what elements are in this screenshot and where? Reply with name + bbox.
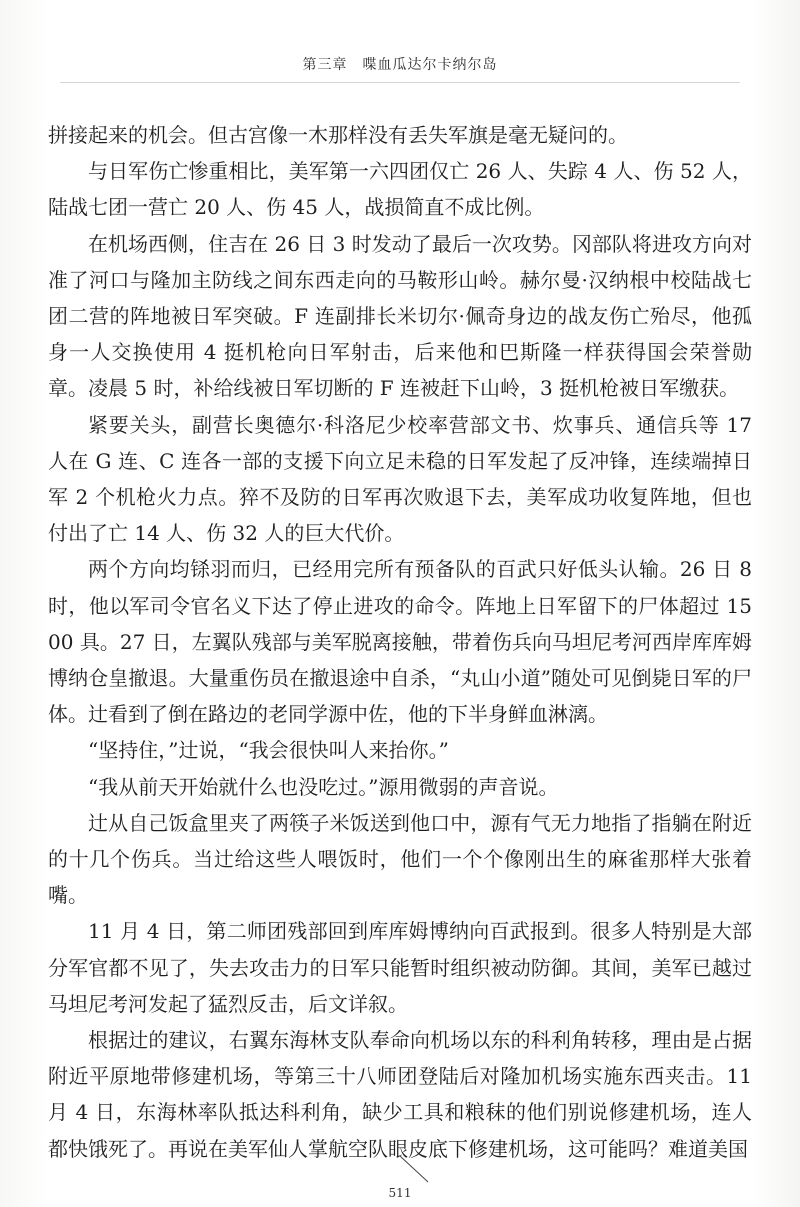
running-header: 第三章 喋血瓜达尔卡纳尔岛 — [302, 57, 498, 73]
paragraph: “坚持住，”辻说，“我会很快叫人来抬你。” — [88, 738, 449, 763]
paragraph: 两个方向均铩羽而归，已经用完所有预备队的百武只好低头认输。26 日 8 时，他以军司令官名义下达了停止进攻的命令。阵地上日军留下的尸体超过 1500 具。27 日，左翼队残部与美军脱离接触，带着伤兵向马坦尼考河西岸库库姆博纳仓皇撤退。大量重伤员在撤退途中自杀，“丸山小道”随处可见倒毙日军的尸体。辻看到了倒在路边的老同学源中佐，他的下半身鲜血淋漓。 — [48, 557, 752, 727]
body-text — [48, 117, 752, 1167]
paragraph: 根据辻的建议，右翼东海林支队奉命向机场以东的科利角转移，理由是占据附近平原地带修建机场，等第三十八师团登陆后对隆加机场实施东西夹击。11 月 4 日，东海林率队抵达科利角，缺少工具和粮秣的他们别说修建机场，连人都快饿死了。再说在美军仙人掌航空队眼皮底下修建机场，这可能吗？难道美国 — [48, 1028, 752, 1161]
paragraph: “我从前天开始就什么也没吃过。”源用微弱的声音说。 — [88, 774, 559, 799]
paragraph: 11 月 4 日，第二师团残部回到库库姆博纳向百武报到。很多人特别是大部分军官都不见了，失去攻击力的日军只能暂时组织被动防御。其间，美军已越过马坦尼考河发起了猛烈反击，后文详叙。 — [48, 919, 752, 1016]
header-divider — [60, 82, 740, 83]
paragraph: 辻从自己饭盒里夹了两筷子米饭送到他口中，源有气无力地指了指躺在附近的十几个伤兵。当辻给这些人喂饭时，他们一个个像刚出生的麻雀那样大张着嘴。 — [48, 810, 752, 908]
page-corner-stroke-icon — [398, 1154, 438, 1184]
paragraph: 拼接起来的机会。但古宫像一木那样没有丢失军旗是毫无疑问的。 — [48, 123, 628, 147]
paragraph: 在机场西侧，住吉在 26 日 3 时发动了最后一次攻势。冈部队将进攻方向对准了河口与隆加主防线之间东西走向的马鞍形山岭。赫尔曼·汉纳根中校陆战七团二营的阵地被日军突破。F 连副排长米切尔·佩奇身边的战友伤亡殆尽，他孤身一人交换使用 4 挺机枪向日军射击，后来他和巴斯隆一样获得国会荣誉勋章。凌晨 5 时，补给线被日军切断的 F 连被赶下山岭，3 挺机枪被日军缴获。 — [48, 231, 752, 401]
page-number: 511 — [388, 1186, 412, 1200]
paragraph: 紧要关头，副营长奥德尔·科洛尼少校率营部文书、炊事兵、通信兵等 17 人在 G 连、C 连各一部的支援下向立足未稳的日军发起了反冲锋，连续端掉日军 2 个机枪火力点。猝不及防的日军再次败退下去，美军成功收复阵地，但也付出了亡 14 人、伤 32 人的巨大代价。 — [48, 412, 752, 546]
paragraph: 与日军伤亡惨重相比，美军第一六四团仅亡 26 人、失踪 4 人、伤 52 人，陆战七团一营亡 20 人、伤 45 人，战损简直不成比例。 — [48, 159, 752, 220]
